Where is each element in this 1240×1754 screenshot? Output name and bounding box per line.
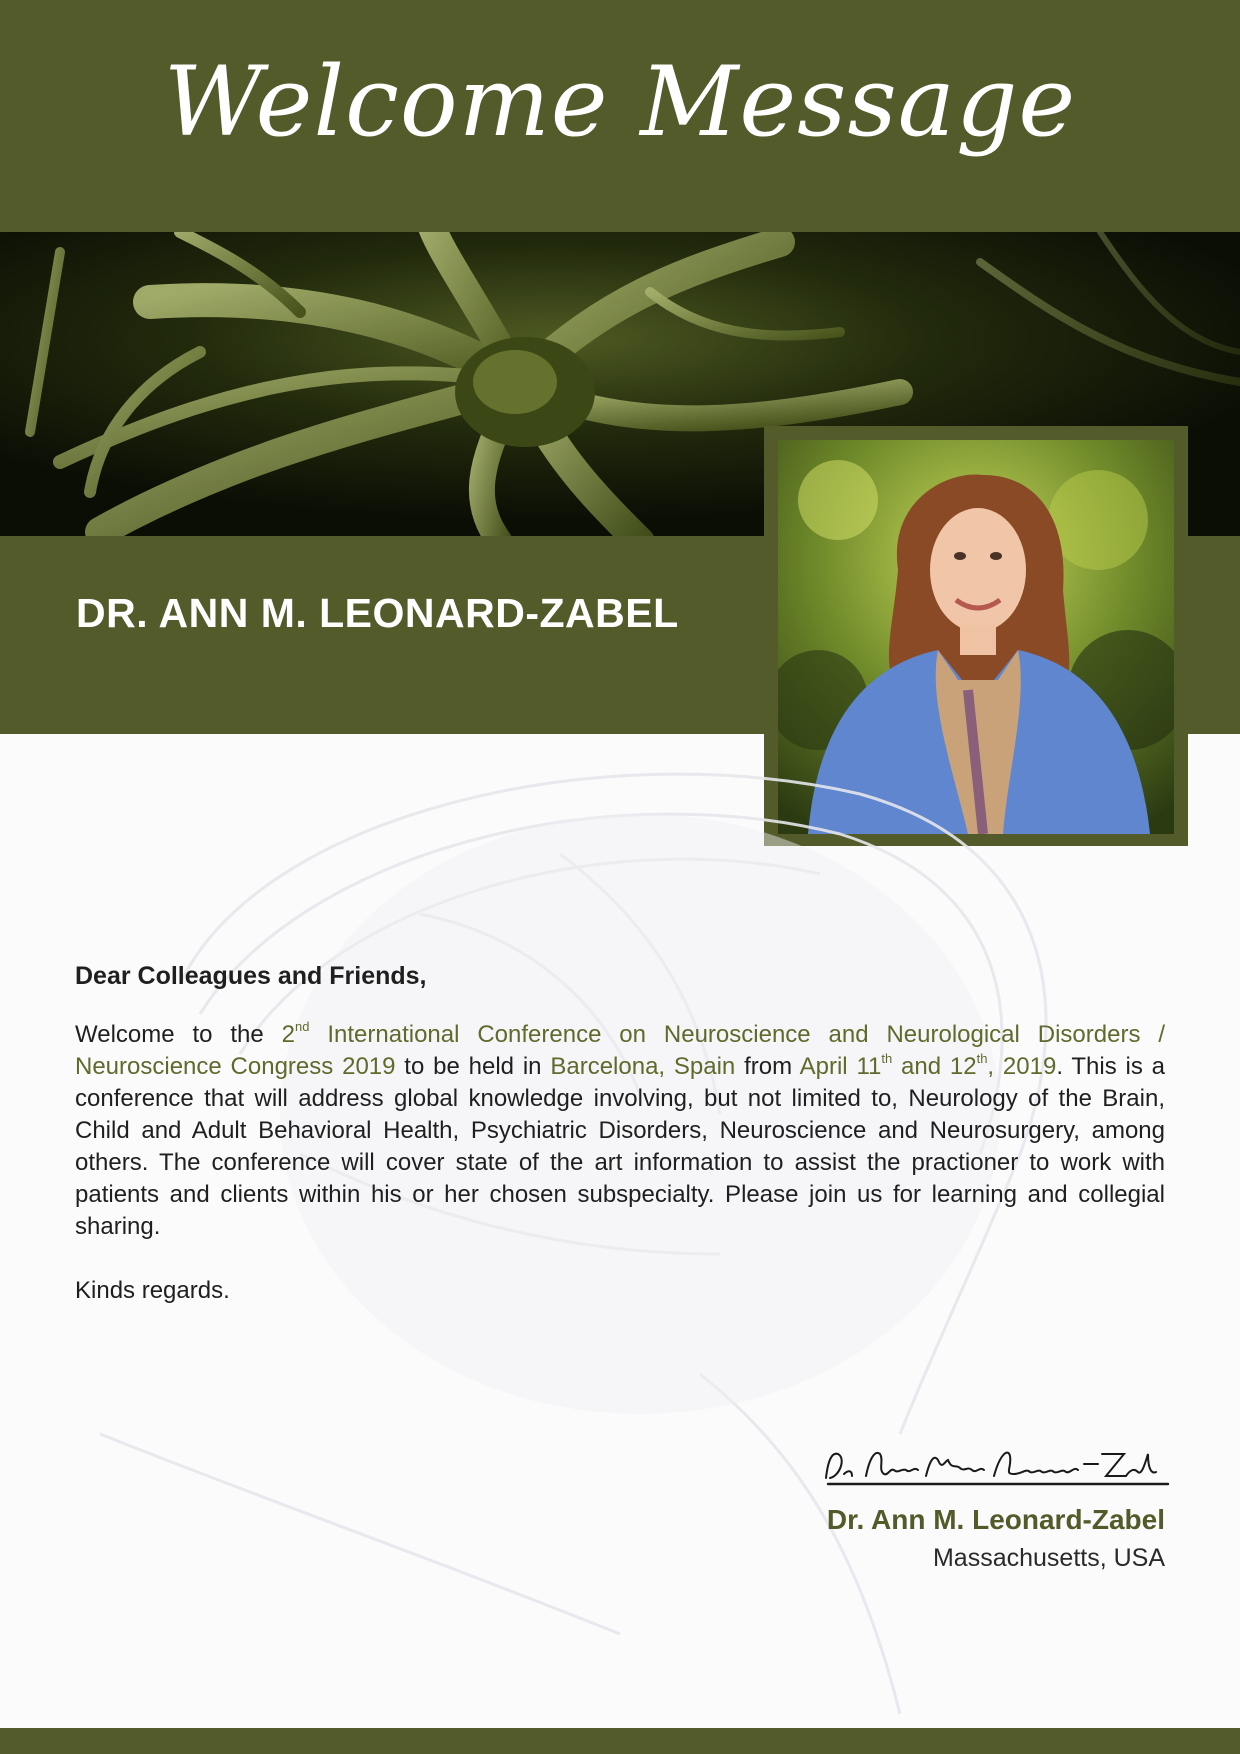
signatory-name: Dr. Ann M. Leonard-Zabel [826, 1504, 1165, 1535]
salutation: Dear Colleagues and Friends, [75, 962, 427, 990]
text-held: to be held in [395, 1053, 551, 1080]
page-title: Welcome Message [163, 46, 1077, 158]
text-from: from [735, 1053, 800, 1080]
conference-location: Barcelona, Spain [550, 1053, 736, 1080]
welcome-paragraph [75, 1019, 1165, 1243]
text-welcome: Welcome to the [75, 1021, 282, 1048]
footer-band [0, 1728, 1240, 1754]
date-start: April 11 [799, 1053, 882, 1080]
letter-body [75, 962, 1165, 1305]
text-rest: . This is a conference that will address global knowledge involving, but not limited to, Neurology of the Brain, Child and Adult Behavioral Health, Psychiatric Disorders, Neuroscience and Neurosurgery, among others. The conference will cover state of the art information to assist the practioner to work with patients and clients within his or her chosen subspecialty. Please join us for learning and collegial sharing. [75, 1053, 1166, 1240]
handwritten-signature [818, 1440, 1178, 1490]
header-band [0, 0, 1240, 232]
closing: Kinds regards. [75, 1277, 230, 1304]
date-year: , 2019 [987, 1053, 1057, 1080]
date-end-suffix: th [976, 1051, 988, 1066]
conference-dates [800, 1053, 1057, 1080]
date-end: and 12 [892, 1053, 977, 1080]
ordinal-number: 2 [281, 1021, 295, 1048]
speaker-name-heading: DR. ANN M. LEONARD-ZABEL [76, 590, 679, 636]
conference-title: International Conference on Neuroscience and Neurological Disorders / Neuroscience Congress 2019 [75, 1021, 1166, 1080]
signatory-location: Massachusetts, USA [932, 1544, 1165, 1572]
date-start-suffix: th [881, 1051, 893, 1066]
ordinal-suffix: nd [295, 1019, 310, 1034]
